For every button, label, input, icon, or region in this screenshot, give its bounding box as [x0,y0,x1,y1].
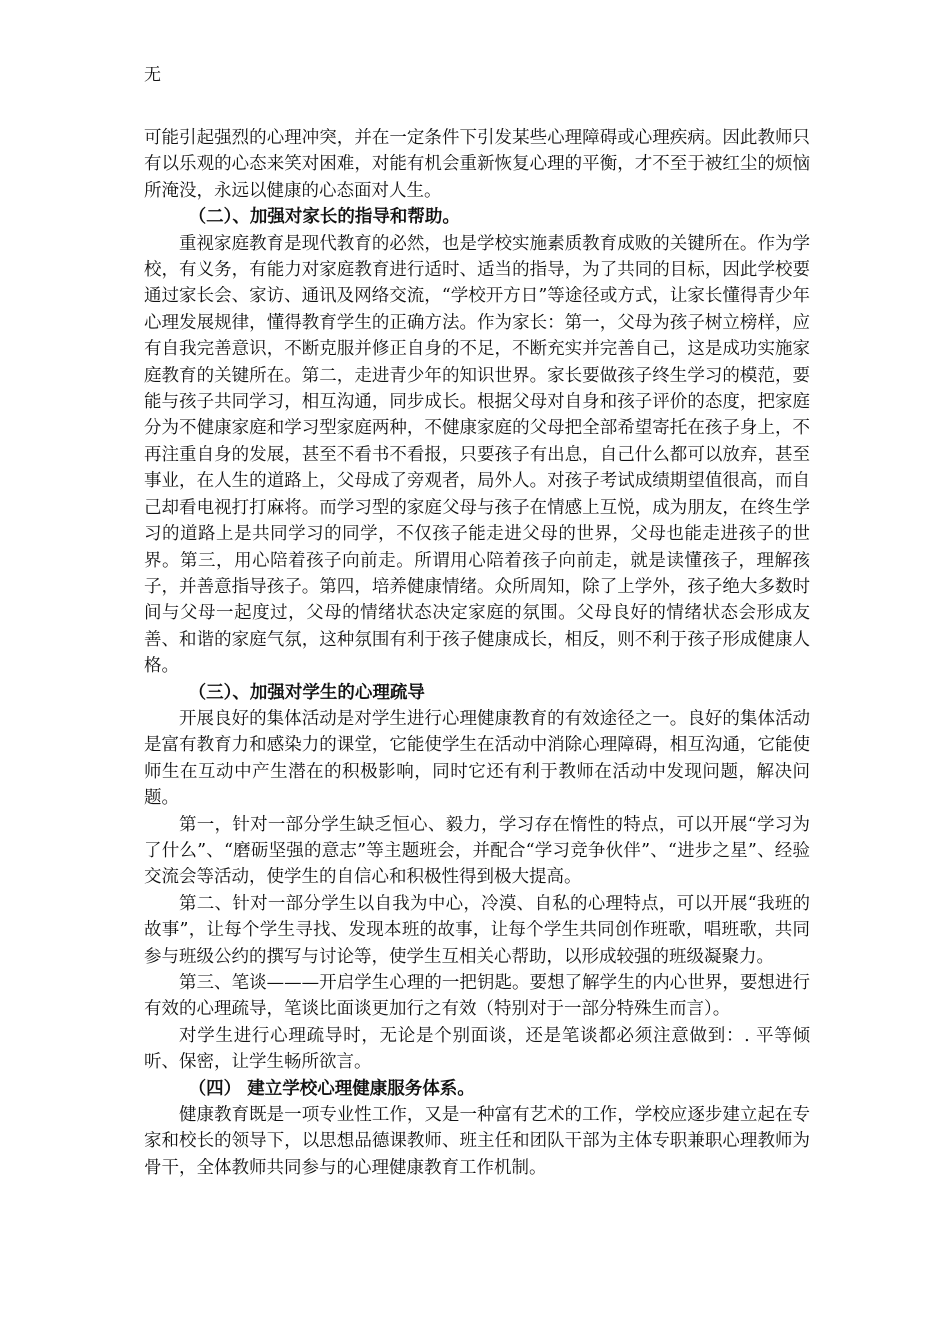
paragraph-counseling-notes: 对学生进行心理疏导时，无论是个别面谈，还是笔谈都必须注意做到：. 平等倾听、保密，让学生畅所欲言。 [144,1025,810,1073]
paragraph-point-one: 第一，针对一部分学生缺乏恒心、毅力，学习存在惰性的特点，可以开展“学习为了什么”、“磨砺坚强的意志”等主题班会，并配合“学习竞争伙伴”、“进步之星”、经验交流会等活动，使学生的自信心和积极性得到极大提高。 [144,814,810,888]
section-heading-3: （三）、加强对学生的心理疏导 [188,682,425,703]
paragraph-continuation: 可能引起强烈的心理冲突，并在一定条件下引发某些心理障碍或心理疾病。因此教师只有以乐观的心态来笑对困难，对能有机会重新恢复心理的平衡，才不至于被红尘的烦恼所淹没，永远以健康的心态面对人生。 [144,128,810,201]
paragraph-family-education: 重视家庭教育是现代教育的必然，也是学校实施素质教育成败的关键所在。作为学校，有义务，有能力对家庭教育进行适时、适当的指导，为了共同的目标，因此学校要通过家长会、家访、通讯及网络交流，“学校开方日”等途径或方式，让家长懂得青少年心理发展规律，懂得教育学生的正确方法。作为家长：第一，父母为孩子树立榜样，应有自我完善意识，不断克服并修正自身的不足，不断充实并完善自己，这是成功实施家庭教育的关键所在。第二，走进青少年的知识世界。家长要做孩子终生学习的模范，要能与孩子共同学习，相互沟通，同步成长。根据父母对自身和孩子评价的态度，把家庭分为不健康家庭和学习型家庭两种，不健康家庭的父母把全部希望寄托在孩子身上，不再注重自身的发展，甚至不看书不看报，只要孩子有出息，自己什么都可以放弃，甚至事业，在人生的道路上，父母成了旁观者，局外人。对孩子考试成绩期望值很高，而自己却看电视打打麻将。而学习型的家庭父母与孩子在情感上互悦，成为朋友，在终生学习的道路上是共同学习的同学，不仅孩子能走进父母的世界，父母也能走进孩子的世界。第三，用心陪着孩子向前走。所谓用心陪着孩子向前走，就是读懂孩子，理解孩子，并善意指导孩子。第四，培养健康情绪。众所周知，除了上学外，孩子绝大多数时间与父母一起度过，父母的情绪状态决定家庭的氛围。父母良好的情绪状态会形成友善、和谐的家庭气氛，这种氛围有利于孩子健康成长，相反，则不利于孩子形成健康人格。 [144,233,810,677]
section-heading-2: （二）、加强对家长的指导和帮助。 [188,207,460,228]
body-text [144,125,810,1181]
page-header: 无 [144,65,161,85]
paragraph-service-system: 健康教育既是一项专业性工作，又是一种富有艺术的工作，学校应逐步建立起在专家和校长的领导下，以思想品德课教师、班主任和团队干部为主体专职兼职心理教师为骨干，全体教师共同参与的心理健康教育工作机制。 [144,1105,810,1178]
section-heading-4: （四） 建立学校心理健康服务体系。 [188,1078,475,1099]
paragraph-point-two: 第二、针对一部分学生以自我为中心，冷漠、自私的心理特点，可以开展“我班的故事”，让每个学生寻找、发现本班的故事，让每个学生共同创作班歌，唱班歌，共同参与班级公约的撰写与讨论等，使学生互相关心帮助，以形成较强的班级凝聚力。 [144,893,810,967]
paragraph-point-three: 第三、笔谈———开启学生心理的一把钥匙。要想了解学生的内心世界，要想进行有效的心理疏导，笔谈比面谈更加行之有效（特别对于一部分特殊生而言）。 [144,973,810,1020]
paragraph-collective-activity: 开展良好的集体活动是对学生进行心理健康教育的有效途径之一。良好的集体活动是富有教育力和感染力的课堂，它能使学生在活动中消除心理障碍，相互沟通，它能使师生在互动中产生潜在的积极影响，同时它还有利于教师在活动中发现问题，解决问题。 [144,708,810,809]
